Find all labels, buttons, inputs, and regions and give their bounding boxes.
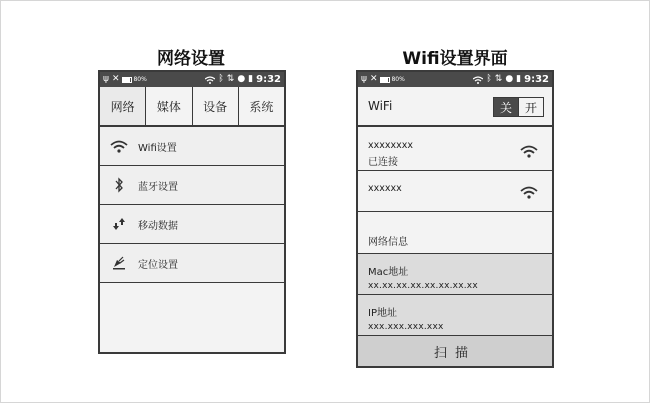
account-icon: ● bbox=[237, 74, 246, 84]
wifi-toggle[interactable] bbox=[493, 97, 544, 117]
mac-address-row bbox=[358, 254, 552, 295]
ip-value: xxx.xxx.xxx.xxx bbox=[368, 322, 444, 332]
mute-icon: ✕ bbox=[111, 74, 120, 84]
battery-icon bbox=[380, 77, 390, 83]
status-bar bbox=[100, 72, 284, 87]
toggle-off-button[interactable]: 关 bbox=[494, 98, 518, 116]
network-info-heading: 网络信息 bbox=[358, 212, 552, 254]
status-bar bbox=[358, 72, 552, 87]
list-item-label: 移动数据 bbox=[138, 220, 178, 232]
bluetooth-status-icon: ᛒ bbox=[486, 74, 492, 84]
list-item-label: Wifi设置 bbox=[138, 142, 177, 154]
battery-full-icon: ▮ bbox=[516, 74, 522, 84]
battery-indicator bbox=[380, 76, 404, 83]
left-caption: 网络设置 bbox=[157, 49, 225, 69]
wifi-network-row[interactable] bbox=[358, 129, 552, 171]
mobile-data-icon bbox=[108, 216, 130, 232]
clock: 9:32 bbox=[524, 74, 549, 85]
wifi-signal-icon bbox=[205, 76, 215, 84]
settings-tabs bbox=[100, 87, 284, 127]
usb-icon: ψ bbox=[103, 74, 109, 84]
list-item-bluetooth[interactable] bbox=[100, 166, 284, 205]
ip-address-row bbox=[358, 295, 552, 336]
battery-percent: 80% bbox=[133, 76, 147, 83]
battery-indicator bbox=[122, 76, 146, 83]
mac-label: Mac地址 bbox=[368, 267, 409, 278]
wifi-icon bbox=[108, 140, 130, 153]
wifi-header bbox=[358, 87, 552, 127]
list-item-label: 蓝牙设置 bbox=[138, 181, 178, 193]
list-item-mobile-data[interactable] bbox=[100, 205, 284, 244]
right-caption: Wifi设置界面 bbox=[402, 49, 508, 69]
list-item-location[interactable] bbox=[100, 244, 284, 283]
tab-system[interactable]: 系统 bbox=[239, 87, 284, 125]
bluetooth-status-icon: ᛒ bbox=[218, 74, 224, 84]
network-name: xxxxxxxx bbox=[368, 140, 413, 151]
network-status: 已连接 bbox=[368, 157, 398, 168]
wifi-signal-icon bbox=[520, 145, 538, 158]
network-settings-list bbox=[100, 127, 284, 283]
scan-button[interactable]: 扫描 bbox=[358, 336, 552, 366]
mac-value: xx.xx.xx.xx.xx.xx.xx.xx bbox=[368, 281, 478, 291]
mute-icon: ✕ bbox=[369, 74, 378, 84]
battery-percent: 80% bbox=[391, 76, 405, 83]
tab-device[interactable]: 设备 bbox=[193, 87, 239, 125]
wifi-signal-icon bbox=[520, 186, 538, 199]
battery-full-icon: ▮ bbox=[248, 74, 254, 84]
wifi-settings-screen bbox=[356, 70, 554, 368]
network-settings-screen bbox=[98, 70, 286, 354]
battery-icon bbox=[122, 77, 132, 83]
account-icon: ● bbox=[505, 74, 514, 84]
usb-icon: ψ bbox=[361, 74, 367, 84]
data-arrows-icon: ⇅ bbox=[226, 74, 235, 84]
network-name: xxxxxx bbox=[368, 183, 402, 194]
list-item-label: 定位设置 bbox=[138, 259, 178, 271]
tab-network[interactable]: 网络 bbox=[100, 87, 146, 125]
wifi-title: WiFi bbox=[368, 99, 393, 113]
location-icon bbox=[108, 255, 130, 271]
wifi-signal-icon bbox=[473, 76, 483, 84]
wifi-network-row[interactable] bbox=[358, 171, 552, 212]
clock: 9:32 bbox=[256, 74, 281, 85]
ip-label: IP地址 bbox=[368, 308, 397, 319]
tab-media[interactable]: 媒体 bbox=[146, 87, 192, 125]
list-item-wifi[interactable] bbox=[100, 127, 284, 166]
data-arrows-icon: ⇅ bbox=[494, 74, 503, 84]
bluetooth-icon bbox=[108, 177, 130, 193]
toggle-on-button[interactable]: 开 bbox=[518, 98, 543, 116]
